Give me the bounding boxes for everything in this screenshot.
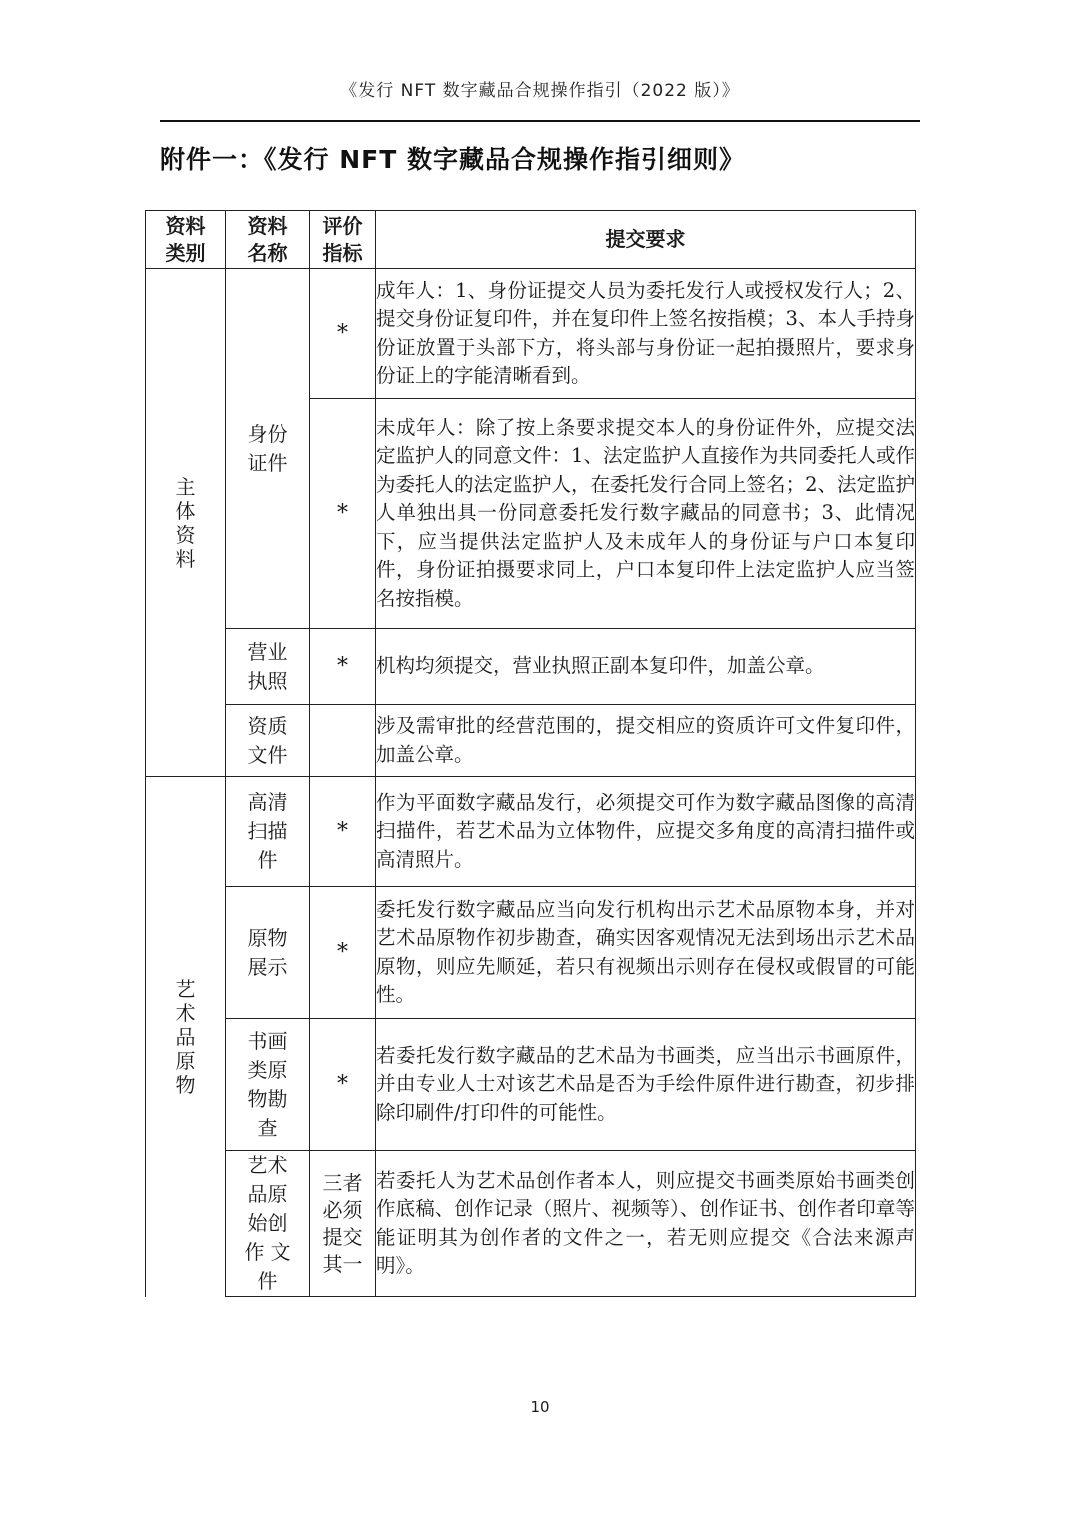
category-cell-subject: 主 体 资 料	[146, 269, 226, 777]
name-cell: 高清 扫描 件	[226, 777, 310, 887]
index-cell: *	[310, 629, 376, 705]
name-cell: 书画 类原 物勘 查	[226, 1019, 310, 1151]
table-row	[146, 887, 916, 1019]
table-row	[146, 629, 916, 705]
header-category: 资料 类别	[146, 211, 226, 269]
name-cell: 原物 展示	[226, 887, 310, 1019]
page-number: 10	[530, 1398, 550, 1416]
requirement-cell: 若委托人为艺术品创作者本人，则应提交书画类原始书画类创作底稿、创作记录（照片、视频等）、创作证书、创作者印章等能证明其为创作者的文件之一，若无则应提交《合法来源声明》。	[376, 1151, 916, 1297]
header-divider	[160, 120, 920, 122]
requirement-cell: 机构均须提交，营业执照正副本复印件，加盖公章。	[376, 629, 916, 705]
table-row	[146, 269, 916, 399]
index-cell: *	[310, 777, 376, 887]
document-header-title: 《发行 NFT 数字藏品合规操作指引（2022 版）》	[340, 81, 740, 101]
name-cell: 身份 证件	[226, 269, 310, 629]
header-index: 评价 指标	[310, 211, 376, 269]
name-cell: 资质 文件	[226, 705, 310, 777]
table-row	[146, 705, 916, 777]
index-cell	[310, 705, 376, 777]
index-cell: 三者 必须 提交 其一	[310, 1151, 376, 1297]
index-cell: *	[310, 1019, 376, 1151]
header-name: 资料 名称	[226, 211, 310, 269]
table-row	[146, 777, 916, 887]
table-row	[146, 1019, 916, 1151]
name-cell: 营业 执照	[226, 629, 310, 705]
name-cell: 艺术 品原 始创 作 文 件	[226, 1151, 310, 1297]
index-cell: *	[310, 269, 376, 399]
requirement-cell: 委托发行数字藏品应当向发行机构出示艺术品原物本身，并对艺术品原物作初步勘查，确实因客观情况无法到场出示艺术品原物，则应先顺延，若只有视频出示则存在侵权或假冒的可能性。	[376, 887, 916, 1019]
requirement-cell: 作为平面数字藏品发行，必须提交可作为数字藏品图像的高清扫描件，若艺术品为立体物件，应提交多角度的高清扫描件或高清照片。	[376, 777, 916, 887]
index-cell: *	[310, 887, 376, 1019]
requirement-cell: 涉及需审批的经营范围的，提交相应的资质许可文件复印件，加盖公章。	[376, 705, 916, 777]
page-heading: 附件一：《发行 NFT 数字藏品合规操作指引细则》	[160, 145, 745, 174]
table-row	[146, 1151, 916, 1297]
index-cell: *	[310, 399, 376, 629]
requirement-cell: 未成年人：除了按上条要求提交本人的身份证件外，应提交法定监护人的同意文件：1、法定监护人直接作为共同委托人或作为委托人的法定监护人，在委托发行合同上签名；2、法定监护人单独出具一份同意委托发行数字藏品的同意书；3、此情况下，应当提供法定监护人及未成年人的身份证与户口本复印件，身份证拍摄要求同上，户口本复印件上法定监护人应当签名按指模。	[376, 399, 916, 629]
category-cell-artwork: 艺 术 品 原 物	[146, 777, 226, 1297]
header-requirement: 提交要求	[376, 211, 916, 269]
requirement-cell: 若委托发行数字藏品的艺术品为书画类，应当出示书画原件，并由专业人士对该艺术品是否为手绘件原件进行勘查，初步排除印刷件/打印件的可能性。	[376, 1019, 916, 1151]
requirements-table	[145, 210, 916, 1297]
requirement-cell: 成年人：1、身份证提交人员为委托发行人或授权发行人；2、提交身份证复印件，并在复印件上签名按指模；3、本人手持身份证放置于头部下方，将头部与身份证一起拍摄照片，要求身份证上的字能清晰看到。	[376, 269, 916, 399]
